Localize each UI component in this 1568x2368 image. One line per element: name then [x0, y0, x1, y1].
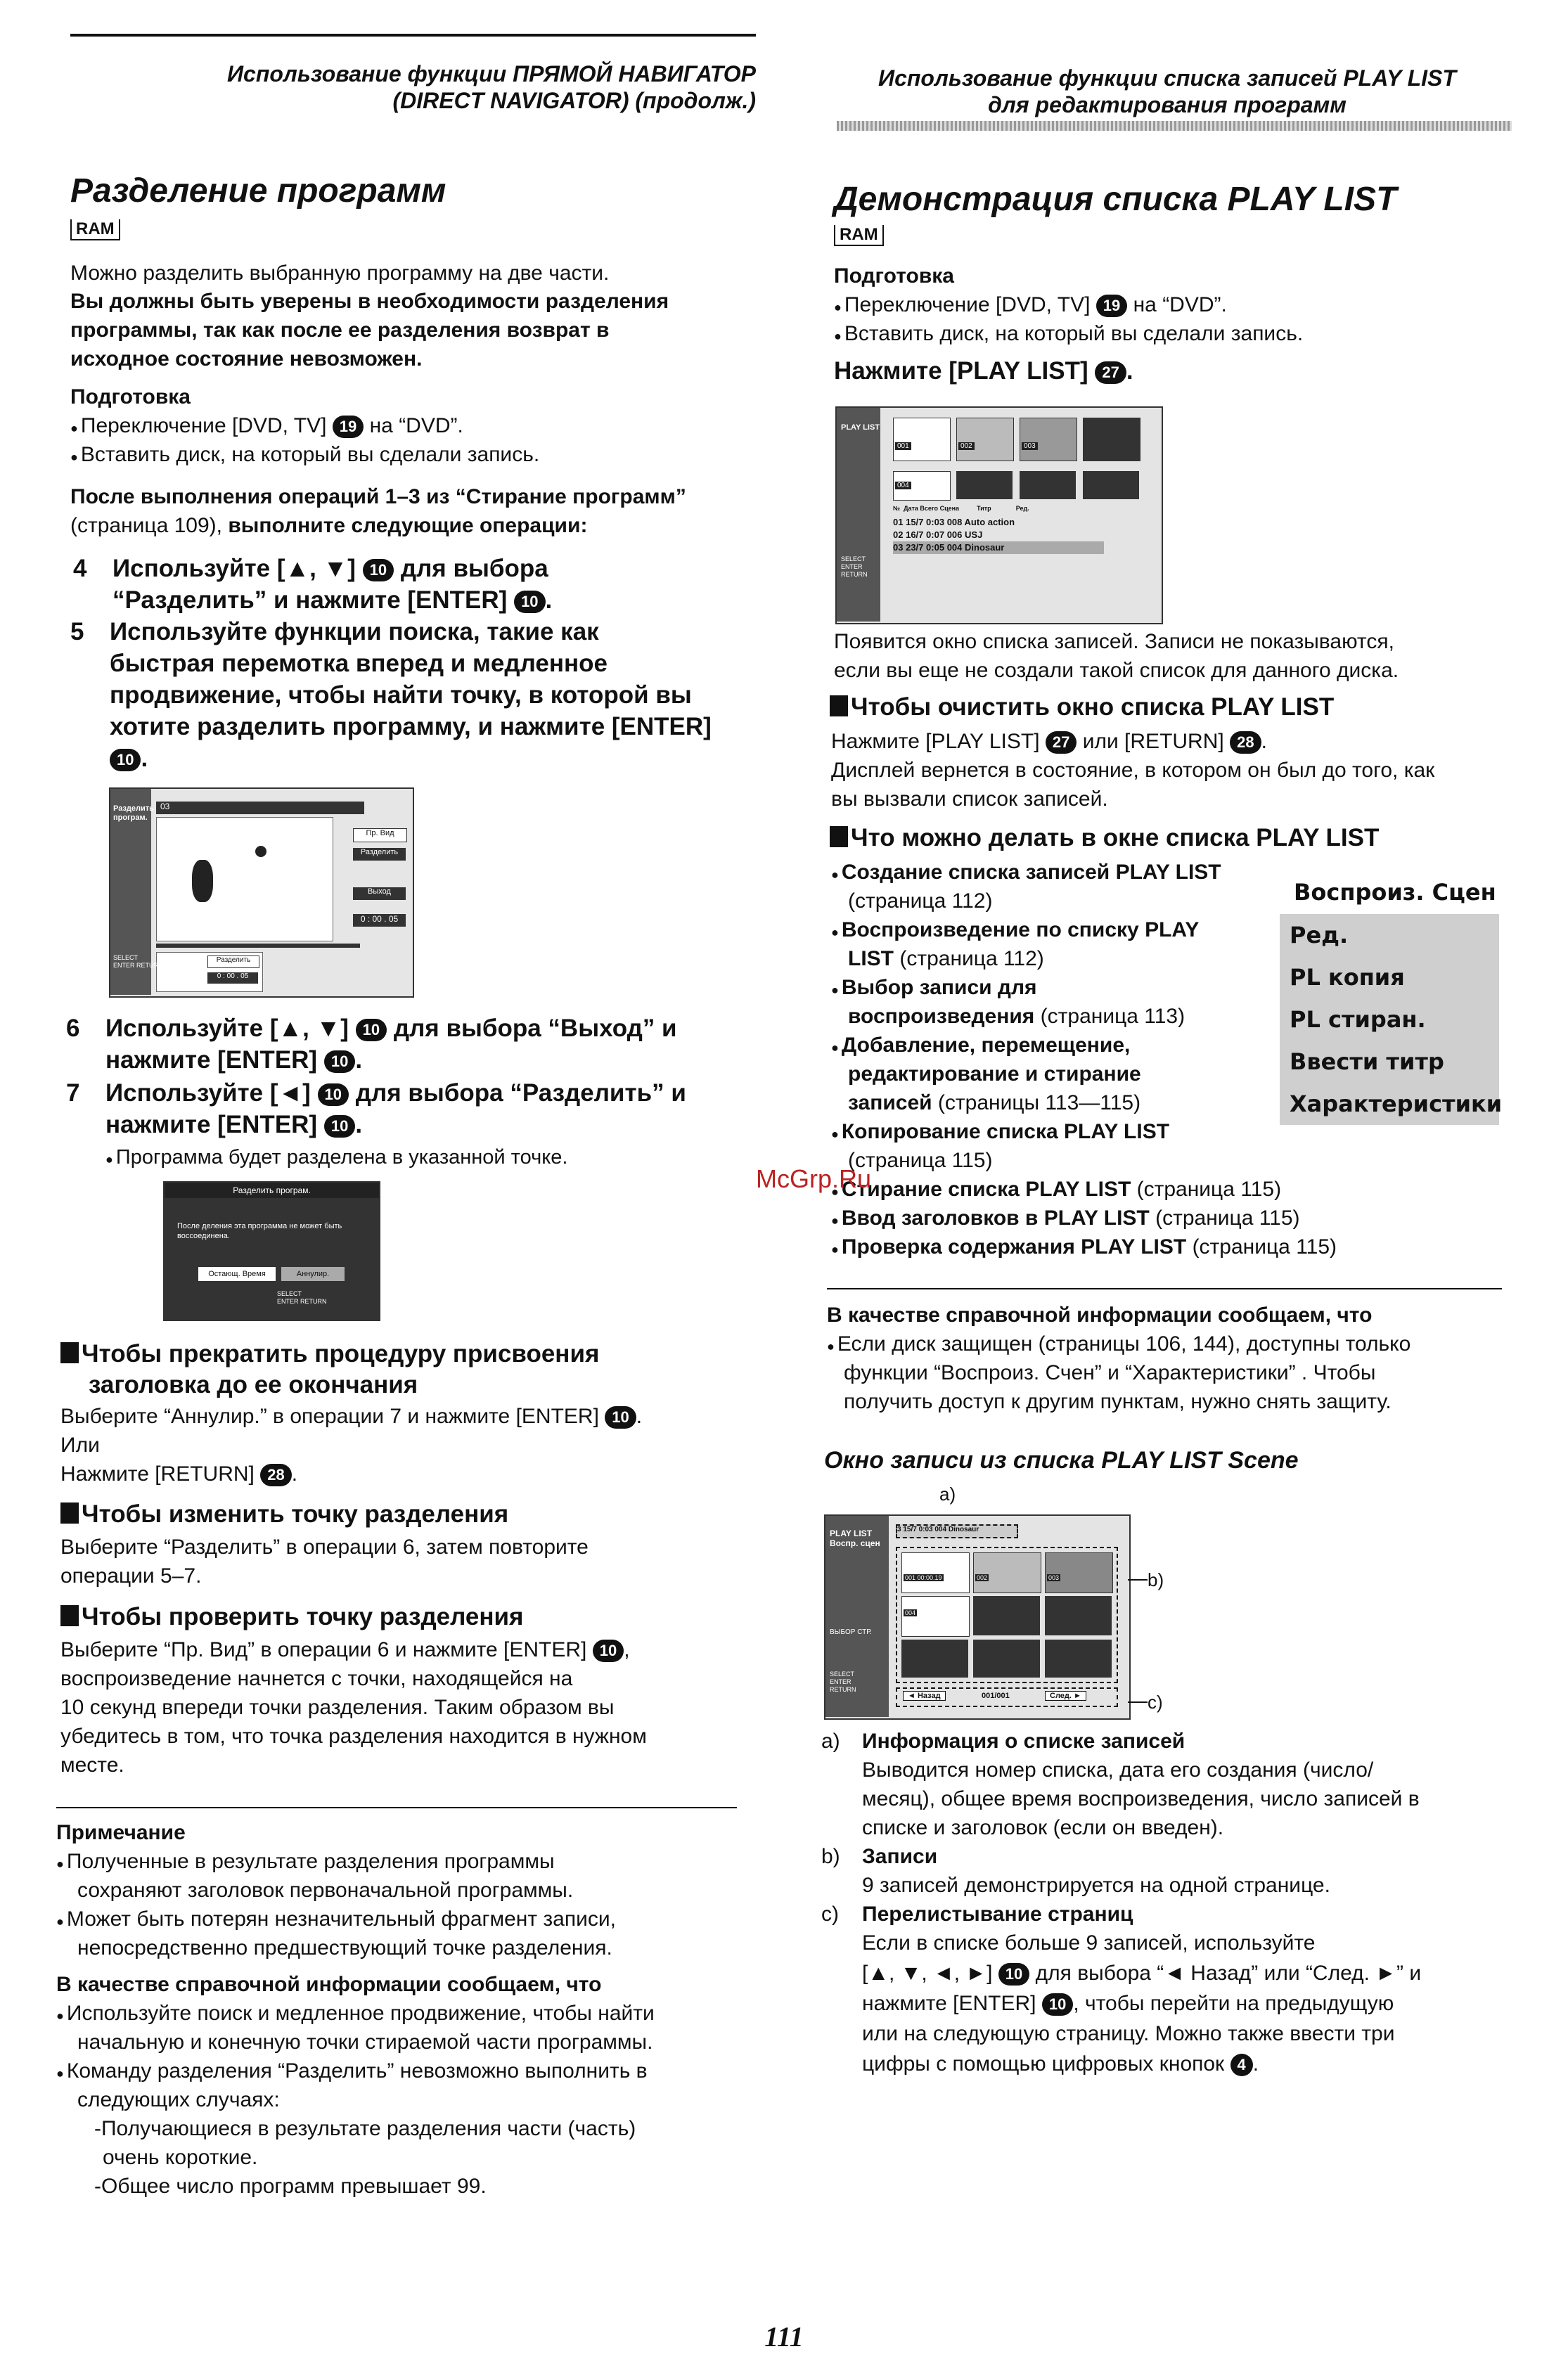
- header-left-line1: Использование функции ПРЯМОЙ НАВИГАТОР: [227, 61, 756, 86]
- list-item-ref: (страница 115): [848, 1149, 993, 1172]
- list-item: ● Копирование списка PLAY LIST: [831, 1117, 1169, 1149]
- callout-c: c): [1148, 1692, 1163, 1713]
- change-title: Чтобы изменить точку разделения: [60, 1500, 508, 1529]
- shot1-video: [156, 817, 333, 941]
- list-item-ref: записей (страницы 113—115): [848, 1091, 1141, 1114]
- warning-line-1: Вы должны быть уверены в необходимости разделения: [70, 290, 669, 313]
- ref-right-line-1: ● Если диск защищен (страницы 106, 144), доступны только: [827, 1330, 1410, 1361]
- list-item: ● Создание списка записей PLAY LIST: [831, 858, 1221, 889]
- menu-item-edit[interactable]: Ред.: [1290, 922, 1349, 948]
- appear-line-2: если вы еще не создали такой список для данного диска.: [834, 659, 1399, 682]
- step-6: 6 Используйте [▲, ▼] 10 для выбора “Выход” и нажмите [ENTER] 10 .: [66, 1015, 677, 1074]
- c-label: c): [821, 1903, 839, 1926]
- note-2-line-1: ● Может быть потерян незначительный фрагмент записи,: [56, 1905, 616, 1936]
- thumb-1: 001: [893, 418, 951, 461]
- thumb-3: 003: [1020, 418, 1077, 461]
- ref-2a-line-2: очень короткие.: [103, 2146, 258, 2169]
- section-title-playlist: Демонстрация списка PLAY LIST: [834, 181, 1397, 218]
- after-line-2: (страница 109), выполните следующие операции:: [70, 514, 588, 537]
- callout-b: b): [1148, 1569, 1164, 1590]
- change-line-1: Выберите “Разделить” в операции 6, затем повторите: [60, 1536, 589, 1559]
- header-left-line2: (DIRECT NAVIGATOR) (продолж.): [392, 88, 756, 113]
- ram-badge: RAM: [70, 219, 120, 240]
- c-line-3: нажмите [ENTER] 10 , чтобы перейти на предыдущую: [862, 1992, 1394, 2015]
- c-line-5: цифры с помощью цифровых кнопок 4 .: [862, 2052, 1259, 2076]
- prep-item-1: ● Переключение [DVD, TV] 19 на “DVD”.: [70, 411, 463, 443]
- check-line-2: воспроизведение начнется с точки, находящейся на: [60, 1667, 573, 1690]
- scene-info: 3 15/7 0:03 004 Dinosaur: [896, 1524, 1018, 1538]
- playlist-table-row[interactable]: 01 15/7 0:03 008 Auto action: [893, 517, 1015, 527]
- warning-line-2: программы, так как после ее разделения возврат в: [70, 318, 610, 342]
- b-line: 9 записей демонстрируется на одной странице.: [862, 1874, 1330, 1897]
- a-line-1: Выводится номер списка, дата его создания (число/: [862, 1758, 1374, 1782]
- note-2-line-2: непосредственно предшествующий точке разделения.: [77, 1936, 612, 1960]
- step-5: 5 Используйте функции поиска, такие как быстрая перемотка вперед и медленное продвижение, чтобы найти точку, в которой вы хотите разделить программу, и нажмите [ENTER] 10 .: [70, 618, 712, 772]
- menu-item-erase[interactable]: PL стиран.: [1290, 1006, 1426, 1033]
- shot1-exit-button[interactable]: Выход: [353, 887, 406, 900]
- scene-thumb[interactable]: 001 00:00.19: [901, 1552, 970, 1593]
- intro-text: Можно разделить выбранную программу на две части.: [70, 262, 610, 285]
- header-rule-left: [70, 34, 756, 37]
- list-item: ● Проверка содержания PLAY LIST (страница 115): [831, 1233, 1337, 1264]
- change-line-2: операции 5–7.: [60, 1564, 202, 1588]
- scene-window-title: Окно записи из списка PLAY LIST Scene: [824, 1447, 1299, 1474]
- playlist-table-header: № Дата Всего Сцена Титр Ред.: [893, 505, 1029, 512]
- shot2-message: После деления эта программа не может быть воссоединена.: [177, 1222, 342, 1240]
- step-7: 7 Используйте [◄] 10 для выбора “Разделить” и нажмите [ENTER] 10 .: [66, 1079, 686, 1138]
- page-number: 111: [764, 2321, 804, 2353]
- menu-item-copy[interactable]: PL копия: [1290, 964, 1405, 991]
- c-line-4: или на следующую страницу. Можно также ввести три: [862, 2022, 1395, 2045]
- ref-title-left: В качестве справочной информации сообщаем, что: [56, 1973, 602, 1996]
- shot1-counter: 03: [156, 802, 364, 814]
- shot2-cancel-button[interactable]: Аннулир.: [281, 1267, 345, 1281]
- page-indicator: 001/001: [982, 1692, 1010, 1700]
- b-label: b): [821, 1845, 840, 1868]
- shot2-remaining-button[interactable]: Остающ. Время: [198, 1267, 276, 1281]
- menu-item-title[interactable]: Ввести титр: [1290, 1048, 1444, 1075]
- check-line-1: Выберите “Пр. Вид” в операции 6 и нажмите [ENTER] 10 ,: [60, 1638, 630, 1661]
- shot1-keys: SELECT ENTER RETURN: [113, 954, 163, 969]
- what-title: Что можно делать в окне списка PLAY LIST: [830, 824, 1379, 852]
- callout-c-line: [1128, 1701, 1148, 1703]
- ref-1-line-1: ● Используйте поиск и медленное продвижение, чтобы найти: [56, 1999, 655, 2031]
- shot1-title: Разделить програм.: [113, 804, 154, 822]
- prep-title-right: Подготовка: [834, 264, 954, 288]
- scene-page-label: ВЫБОР СТР.: [830, 1628, 872, 1636]
- note-rule: [56, 1807, 737, 1808]
- list-item: ● Воспроизведение по списку PLAY: [831, 915, 1199, 947]
- scene-screenshot: [824, 1514, 1131, 1720]
- stop-title: Чтобы прекратить процедуру присвоения заголовка до ее окончания: [60, 1339, 599, 1401]
- header-right-bar: [837, 121, 1512, 131]
- ref-right-line-2: функции “Воспроиз. Счен” и “Характеристики” . Чтобы: [844, 1361, 1376, 1384]
- playlist-menu: [1280, 914, 1503, 1125]
- note-title: Примечание: [56, 1821, 186, 1844]
- list-item: ● Выбор записи для: [831, 973, 1037, 1005]
- clear-line-3: вы вызвали список записей.: [831, 787, 1108, 811]
- note-1-line-2: сохраняют заголовок первоначальной программы.: [77, 1879, 574, 1902]
- playlist-shot-title: PLAY LIST: [841, 423, 880, 432]
- ref-1-line-2: начальную и конечную точки стираемой части программы.: [77, 2031, 653, 2054]
- thumb-4: 004: [893, 471, 951, 501]
- step-7-note: ● Программа будет разделена в указанной точке.: [105, 1143, 567, 1174]
- scene-grid: [896, 1547, 1118, 1683]
- c-line-1: Если в списке больше 9 записей, используйте: [862, 1931, 1316, 1955]
- appear-line-1: Появится окно списка записей. Записи не показываются,: [834, 630, 1394, 653]
- stop-line-2: Или: [60, 1434, 100, 1457]
- menu-item-properties[interactable]: Характеристики: [1290, 1090, 1503, 1117]
- playlist-table-row[interactable]: 02 16/7 0:07 006 USJ: [893, 529, 983, 540]
- prep-right-item-2: ● Вставить диск, на который вы сделали запись.: [834, 319, 1303, 351]
- list-item-ref: (страница 112): [848, 889, 993, 913]
- ref-2-line-2: следующих случаях:: [77, 2088, 280, 2111]
- list-item-cont: редактирование и стирание: [848, 1062, 1141, 1086]
- ref-right-line-3: получить доступ к другим пунктам, нужно снять защиту.: [844, 1390, 1392, 1413]
- a-line-2: месяц), общее время воспроизведения, число записей в: [862, 1787, 1420, 1810]
- prep-title: Подготовка: [70, 385, 191, 408]
- check-line-4: убедитесь в том, что точка разделения находится в нужном: [60, 1725, 647, 1748]
- check-title: Чтобы проверить точку разделения: [60, 1603, 523, 1631]
- button-badge: 19: [333, 416, 364, 438]
- list-item-ref: LIST (страница 112): [848, 947, 1044, 970]
- list-item: ● Добавление, перемещение,: [831, 1031, 1130, 1062]
- split-confirm-screenshot: [163, 1181, 380, 1321]
- callout-a: a): [939, 1484, 956, 1505]
- shot1-progress: [156, 944, 360, 948]
- playlist-shot-keys: SELECT ENTER RETURN: [841, 555, 868, 578]
- press-playlist: Нажмите [PLAY LIST] 27 .: [834, 357, 1133, 385]
- callout-b-line: [1128, 1579, 1148, 1581]
- next-page-button[interactable]: След. ►: [1045, 1691, 1086, 1701]
- scene-shot-title: PLAY LIST Воспр. сцен: [830, 1529, 880, 1548]
- shot1-split-button[interactable]: Разделить: [353, 848, 406, 861]
- ref-2a-line-1: -Получающиеся в результате разделения части (часть): [94, 2117, 636, 2140]
- header-right-line1: Использование функции списка записей PLAY LIST: [878, 65, 1456, 91]
- scene-thumb[interactable]: 002: [973, 1552, 1041, 1593]
- warning-line-3: исходное состояние невозможен.: [70, 347, 423, 371]
- scene-thumb[interactable]: 003: [1045, 1552, 1113, 1593]
- step-4: 4 Используйте [▲, ▼] 10 для выбора “Разделить” и нажмите [ENTER] 10 .: [73, 555, 553, 614]
- prep-right-item-1: ● Переключение [DVD, TV] 19 на “DVD”.: [834, 290, 1227, 322]
- watermark: McGrp.Ru: [756, 1164, 872, 1193]
- playlist-screenshot: [835, 406, 1163, 624]
- list-item: ● Ввод заголовков в PLAY LIST (страница 115): [831, 1204, 1300, 1235]
- after-line-1: После выполнения операций 1–3 из “Стирание программ”: [70, 485, 686, 508]
- stop-line-1: Выберите “Аннулир.” в операции 7 и нажмите [ENTER] 10 .: [60, 1405, 643, 1428]
- scene-shot-keys: SELECT ENTER RETURN: [830, 1671, 856, 1693]
- shot1-view-button[interactable]: Пр. Вид: [353, 828, 407, 842]
- clear-line-2: Дисплей вернется в состояние, в котором он был до того, как: [831, 759, 1435, 782]
- shot1-time: 0 : 00 . 05: [353, 914, 406, 927]
- list-item: ● Стирание списка PLAY LIST (страница 115): [831, 1175, 1281, 1206]
- ref-2-line-1: ● Команду разделения “Разделить” невозможно выполнить в: [56, 2057, 648, 2088]
- note-1-line-1: ● Полученные в результате разделения программы: [56, 1847, 555, 1879]
- c-line-2: [▲, ▼, ◄, ►] 10 для выбора “◄ Назад” или “След. ►” и: [862, 1962, 1422, 1985]
- section-title-split: Разделение программ: [70, 172, 446, 210]
- ref-title-right: В качестве справочной информации сообщаем, что: [827, 1304, 1373, 1327]
- prev-page-button[interactable]: ◄ Назад: [903, 1691, 946, 1701]
- check-line-5: месте.: [60, 1754, 124, 1777]
- scene-pager: [896, 1687, 1118, 1707]
- stop-line-3: Нажмите [RETURN] 28 .: [60, 1462, 298, 1486]
- a-line-3: списке и заголовок (если он введен).: [862, 1816, 1224, 1839]
- clear-title: Чтобы очистить окно списка PLAY LIST: [830, 693, 1334, 721]
- split-screen-screenshot: [109, 787, 414, 998]
- shot1-mini: Разделить 0 : 00 . 05: [156, 952, 263, 992]
- ref-2b-line: -Общее число программ превышает 99.: [94, 2175, 487, 2198]
- ref-rule-right: [827, 1288, 1502, 1289]
- shot2-title: Разделить програм.: [165, 1183, 379, 1198]
- a-title: Информация о списке записей: [862, 1730, 1185, 1753]
- b-title: Записи: [862, 1845, 938, 1868]
- scene-thumb[interactable]: 004: [901, 1596, 970, 1637]
- prep-item-2: ● Вставить диск, на который вы сделали запись.: [70, 440, 539, 472]
- clear-line-1: Нажмите [PLAY LIST] 27 или [RETURN] 28 .: [831, 730, 1267, 753]
- header-right-line2: для редактирования программ: [988, 92, 1347, 117]
- list-item-ref: воспроизведения (страница 113): [848, 1005, 1185, 1028]
- thumb-2: 002: [956, 418, 1014, 461]
- check-line-3: 10 секунд впереди точки разделения. Таким образом вы: [60, 1696, 615, 1719]
- shot2-keys: SELECT ENTER RETURN: [277, 1290, 327, 1305]
- menu-header: Воспроиз. Сцен: [1294, 879, 1496, 906]
- a-label: a): [821, 1730, 840, 1753]
- c-title: Перелистывание страниц: [862, 1903, 1133, 1926]
- ram-badge-right: RAM: [834, 225, 884, 246]
- playlist-table-row[interactable]: 03 23/7 0:05 004 Dinosaur: [893, 541, 1104, 554]
